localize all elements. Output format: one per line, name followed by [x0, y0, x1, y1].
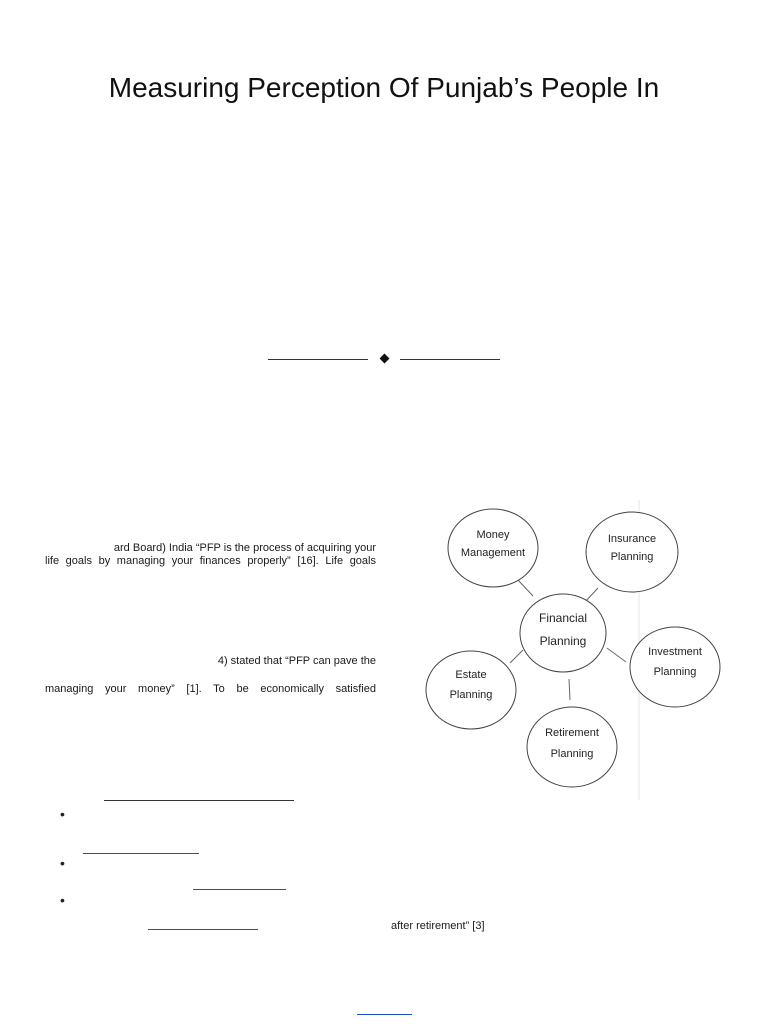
link-underline-2[interactable] [193, 889, 286, 890]
node-financial-planning [520, 594, 606, 672]
label-estate-1: Estate [455, 669, 487, 681]
label-insurance-1: Insurance [607, 533, 657, 545]
paragraph-2-line-2: managing your money” [1]. To be economically satisfied [45, 683, 376, 695]
label-investment-2: Planning [653, 666, 697, 678]
bullet-2: • [60, 855, 65, 871]
label-insurance-2: Planning [610, 551, 654, 563]
link-underline-3[interactable] [148, 929, 258, 930]
label-financial-1: Financial [538, 611, 588, 625]
section-separator [0, 350, 768, 370]
label-investment-1: Investment [648, 646, 702, 658]
financial-planning-diagram [415, 500, 702, 800]
separator-line-left [268, 359, 368, 360]
label-retirement-2: Planning [550, 748, 594, 760]
diamond-icon [380, 354, 390, 364]
link-underline-1[interactable] [83, 853, 199, 854]
label-money-1: Money [476, 529, 510, 541]
bullet-3: • [60, 892, 65, 908]
separator-line-right [400, 359, 500, 360]
footnote-rule [104, 800, 294, 801]
node-retirement-planning [527, 707, 617, 787]
label-retirement-1: Retirement [545, 727, 599, 739]
paragraph-1-line-2: life goals by managing your finances properly” [16]. Life goals [45, 555, 376, 567]
bullet-1: • [60, 806, 65, 822]
paragraph-1-line-1: ard Board) India “PFP is the process of acquiring your [113, 542, 376, 554]
label-money-2: Management [460, 547, 526, 559]
retirement-text: after retirement” [3] [391, 920, 485, 932]
label-financial-2: Planning [539, 634, 587, 648]
label-estate-2: Planning [449, 689, 493, 701]
page-title: Measuring Perception Of Punjab’s People In [108, 72, 660, 103]
link-underline-4[interactable] [357, 1014, 412, 1015]
paragraph-2-line-1: 4) stated that “PFP can pave the [217, 655, 376, 667]
